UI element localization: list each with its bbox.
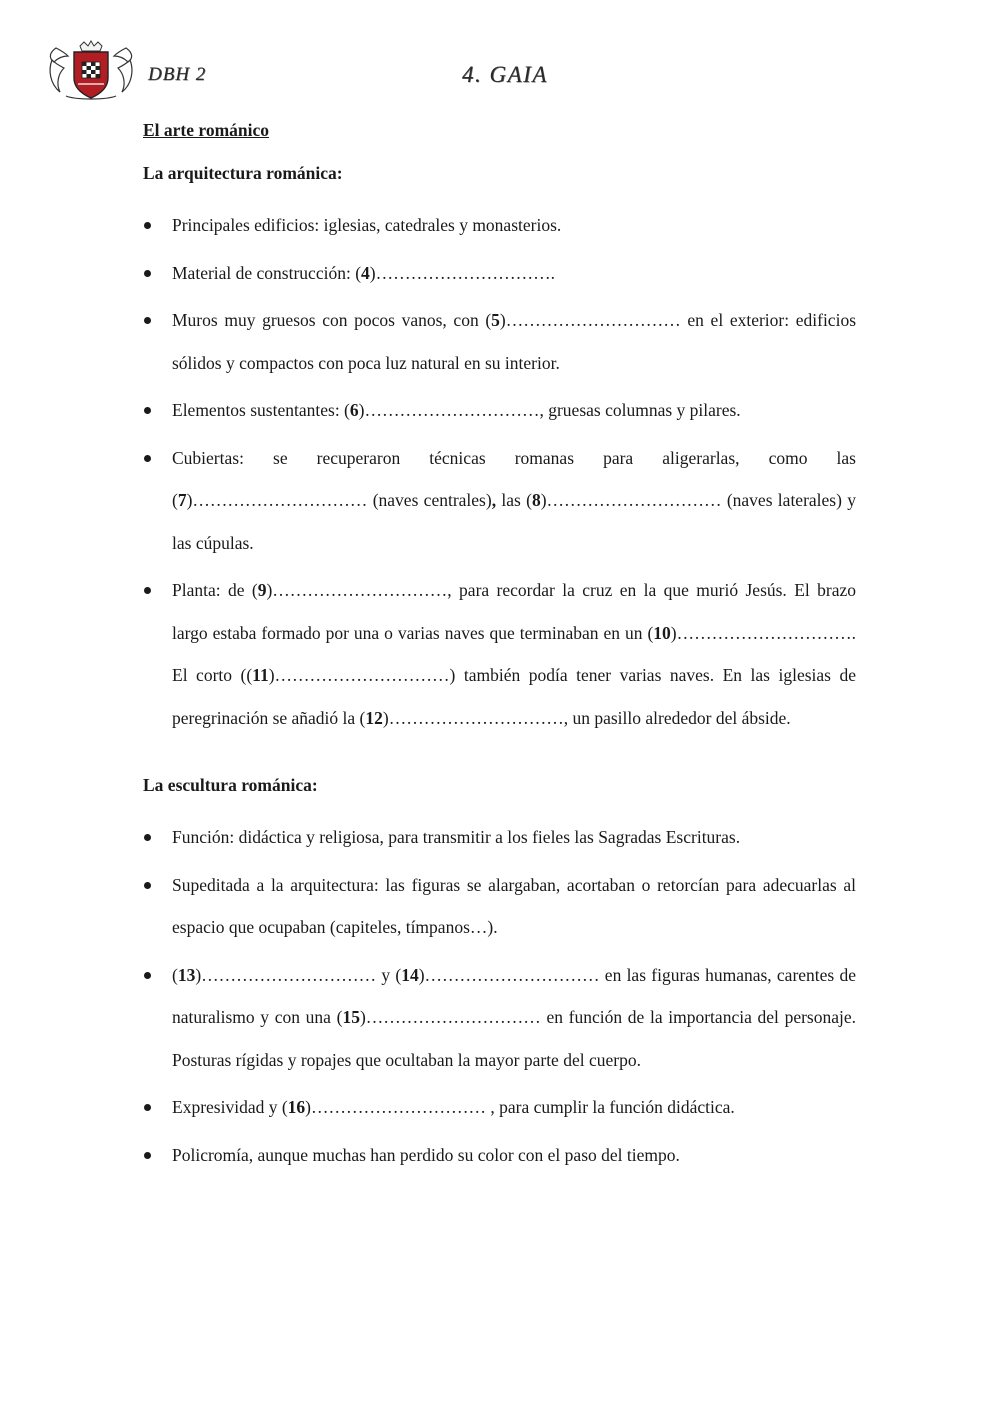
blank-number: 6 xyxy=(349,400,359,420)
list-item: Supeditada a la arquitectura: las figuras se alargaban, acortaban o retorcían para adecuarlas al espacio que ocupaban (capiteles, tímpanos…). xyxy=(143,864,856,949)
list-item: Función: didáctica y religiosa, para transmitir a los fieles las Sagradas Escrituras. xyxy=(143,816,856,859)
list-item: Expresividad y (16)………………………… , para cumplir la función didáctica. xyxy=(143,1086,856,1129)
blank-number: 15 xyxy=(342,1007,360,1027)
architecture-list xyxy=(143,204,856,739)
list-item: Material de construcción: (4)…………………………. xyxy=(143,252,856,295)
blank-number: 8 xyxy=(531,490,541,510)
list-item: Planta: de (9)…………………………, para recordar la cruz en la que murió Jesús. El brazo largo estaba formado por una o varias naves que terminaban en un (10)…………………………. El corto ((11)…………………………) también podía tener varias naves. En las iglesias de peregrinación se añadió la (12)…………………………, un pasillo alrededor del ábside. xyxy=(143,569,856,739)
unit-title: 4. GAIA xyxy=(462,62,548,87)
list-item: (13)………………………… y (14)………………………… en las figuras humanas, carentes de naturalismo y con una (15)………………………… en función de la importancia del personaje. Posturas rígidas y ropajes que ocultaban la mayor parte del cuerpo. xyxy=(143,954,856,1082)
blank-number: 4 xyxy=(361,262,370,283)
list-item: Muros muy gruesos con pocos vanos, con (5)………………………… en el exterior: edificios sólidos y compactos con poca luz natural en su interior. xyxy=(143,299,856,384)
answer-blank: )…………………………. xyxy=(369,262,555,283)
list-item: Principales edificios: iglesias, catedrales y monasterios. xyxy=(143,204,856,247)
blank-number: 14 xyxy=(401,964,419,985)
blank-number: 13 xyxy=(177,964,196,985)
page-title: El arte románico xyxy=(143,120,270,140)
list-item: Policromía, aunque muchas han perdido su color con el paso del tiempo. xyxy=(143,1134,856,1177)
blank-number: 12 xyxy=(365,707,383,728)
coat-of-arms-icon xyxy=(46,40,136,102)
architecture-heading: La arquitectura románica: xyxy=(143,163,343,183)
sculpture-list xyxy=(143,816,856,1176)
blank-number: 9 xyxy=(257,580,267,600)
course-label: DBH 2 xyxy=(148,64,207,85)
list-item: Elementos sustentantes: (6)…………………………, gruesas columnas y pilares. xyxy=(143,389,856,432)
blank-number: 11 xyxy=(252,665,269,685)
blank-number: 10 xyxy=(653,622,671,643)
sculpture-heading: La escultura románica: xyxy=(143,775,318,795)
blank-number: 5 xyxy=(491,310,500,330)
worksheet-body xyxy=(143,118,856,1176)
blank-number: 7 xyxy=(177,490,187,510)
blank-number: 16 xyxy=(287,1097,306,1117)
list-item: Cubiertas: se recuperaron técnicas romanas para aligerarlas, como las (7)………………………… (naves centrales), las (8)………………………… (naves laterales) y las cúpulas. xyxy=(143,437,856,565)
